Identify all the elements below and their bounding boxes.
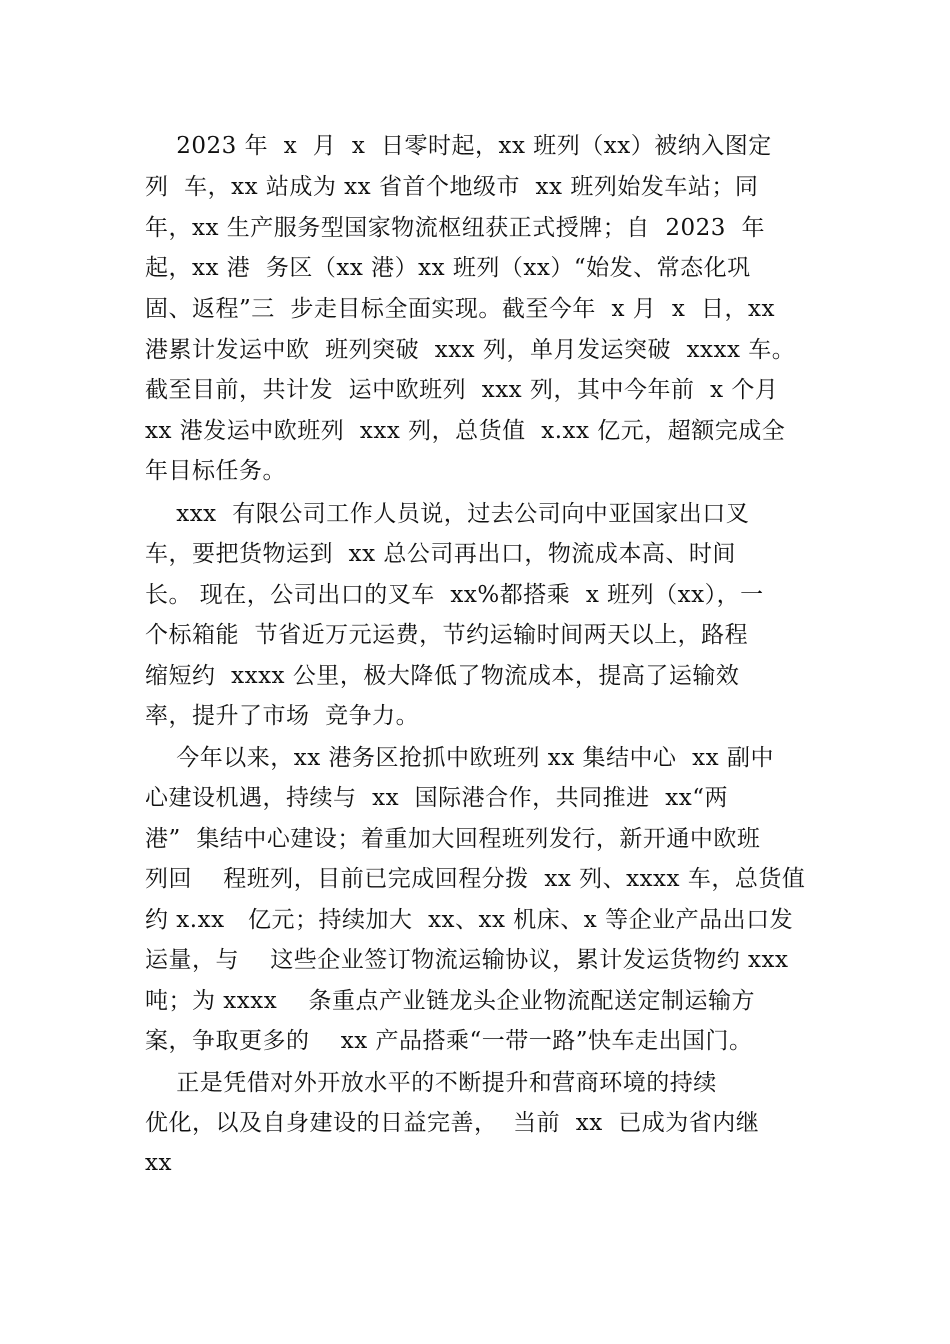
- text-line: 港累计发运中欧 班列突破 xxx 列，单月发运突破 xxxx 车。: [145, 337, 796, 363]
- text-line: 长。 现在，公司出口的叉车 xx%都搭乘 x 班列（xx），一: [145, 582, 764, 608]
- text-line: 率，提升了市场 竞争力。: [145, 703, 420, 729]
- text-line: 优化，以及自身建设的日益完善， 当前 xx 已成为省内继: [145, 1110, 760, 1136]
- text-line: 港” 集结中心建设；着重加大回程班列发行，新开通中欧班: [145, 826, 761, 852]
- text-line: 起，xx 港 务区（xx 港）xx 班列（xx）“始发、常态化巩: [145, 255, 751, 281]
- text-line: 车，要把货物运到 xx 总公司再出口，物流成本高、时间: [145, 541, 736, 567]
- text-line: 运量，与 这些企业签订物流运输协议，累计发运货物约 xxx: [145, 947, 789, 973]
- text-line: xxx 有限公司工作人员说，过去公司向中亚国家出口叉: [145, 501, 750, 527]
- text-line: 固、返程”三 步走目标全面实现。截至今年 x 月 x 日，xx: [145, 296, 775, 322]
- text-line: 列回 程班列，目前已完成回程分拨 xx 列、xxxx 车，总货值: [145, 866, 806, 892]
- text-line: xx 港发运中欧班列 xxx 列，总货值 x.xx 亿元，超额完成全: [145, 418, 786, 444]
- text-line: 案，争取更多的 xx 产品搭乘“一带一路”快车走出国门。: [145, 1028, 753, 1054]
- text-line: 年目标任务。: [145, 458, 286, 484]
- text-line: 吨；为 xxxx 条重点产业链龙头企业物流配送定制运输方: [145, 988, 755, 1014]
- text-line: 截至目前，共计发 运中欧班列 xxx 列，其中今年前 x 个月: [145, 377, 779, 403]
- text-line: 约 x.xx 亿元；持续加大 xx、xx 机床、x 等企业产品出口发: [145, 907, 794, 933]
- text-line: 年，xx 生产服务型国家物流枢纽获正式授牌；自 2023 年: [145, 215, 766, 241]
- text-line: 个标箱能 节省近万元运费，节约运输时间两天以上，路程: [145, 622, 749, 648]
- text-line: 心建设机遇，持续与 xx 国际港合作，共同推进 xx“两: [145, 785, 729, 811]
- text-line: 今年以来，xx 港务区抢抓中欧班列 xx 集结中心 xx 副中: [145, 745, 774, 771]
- text-line: 正是凭借对外开放水平的不断提升和营商环境的持续: [145, 1070, 717, 1096]
- text-line: 2023 年 x 月 x 日零时起，xx 班列（xx）被纳入图定: [145, 133, 772, 159]
- text-line: xx: [145, 1150, 172, 1176]
- text-line: 缩短约 xxxx 公里，极大降低了物流成本，提高了运输效: [145, 663, 740, 689]
- text-line: 列 车，xx 站成为 xx 省首个地级市 xx 班列始发车站；同: [145, 174, 759, 200]
